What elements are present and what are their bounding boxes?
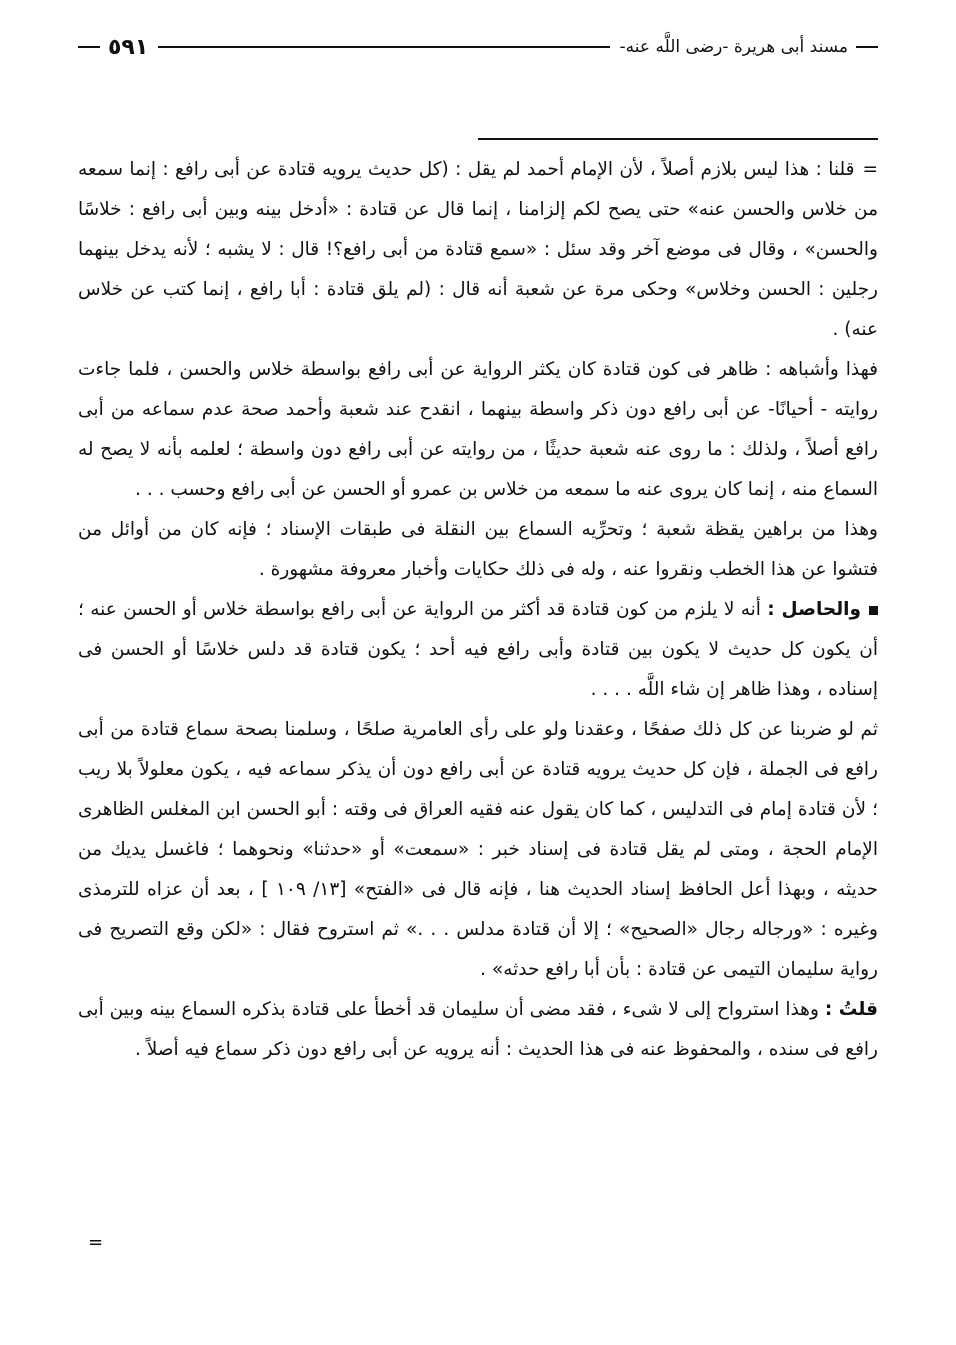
footnote-separator [478, 138, 878, 140]
continuation-mark-start: = [862, 159, 878, 180]
paragraph-6-lead: قلتُ : [824, 999, 878, 1020]
paragraph-4 [78, 590, 878, 710]
square-bullet-icon [869, 606, 878, 615]
page-header [78, 30, 878, 64]
paragraph-6 [78, 990, 878, 1070]
paragraph-6-text: وهذا استرواح إلى لا شىء ، فقد مضى أن سليمان قد أخطأ على قتادة بذكره السماع بينه وبين أبى رافع فى سنده ، والمحفوظ عنه فى هذا الحديث : أنه يرويه عن أبى رافع دون ذكر سماع فيه أصلاً . [78, 999, 878, 1060]
paragraph-5 [78, 710, 878, 990]
paragraph-4-lead: والحاصل : [767, 599, 862, 620]
paragraph-3 [78, 510, 878, 590]
paragraph-4-text: أنه لا يلزم من كون قتادة قد أكثر من الرواية عن أبى رافع بواسطة خلاس أو الحسن عنه ؛ أن يكون كل حديث لا يكون بين قتادة وأبى رافع فيه أحد ؛ يكون قتادة قد دلس خلاسًا أو الحسن فى إسناده ، وهذا ظاهر إن شاء اللَّه . . . . [78, 599, 878, 700]
header-rule-lead [856, 46, 878, 48]
paragraph-2 [78, 350, 878, 510]
header-rule-tail [78, 46, 100, 48]
header-rule [158, 46, 609, 48]
paragraph-2-text: فهذا وأشباهه : ظاهر فى كون قتادة كان يكثر الرواية عن أبى رافع بواسطة خلاس والحسن ، فلما جاءت روايته - أحيانًا- عن أبى رافع دون ذكر واسطة بينهما ، انقدح عند شعبة وأحمد صحة عدم سماعه من أبى رافع أصلاً ، ولذلك : ما روى عنه شعبة حديثًا ، من روايته عن أبى رافع دون واسطة ؛ لعلمه بأنه لا يصح له السماع منه ، إنما كان يروى عنه ما سمعه من خلاس بن عمرو أو الحسن عن أبى رافع وحسب . . . [78, 359, 878, 500]
continuation-mark-end: = [88, 1232, 104, 1253]
paragraph-5-text: ثم لو ضربنا عن كل ذلك صفحًا ، وعقدنا ولو على رأى العامرية صلحًا ، وسلمنا بصحة سماع قتادة من أبى رافع فى الجملة ، فإن كل حديث يرويه قتادة عن أبى رافع دون أن يذكر سماعه فيه ، يكون معلولاً بلا ريب ؛ لأن قتادة إمام فى التدليس ، كما كان يقول عنه فقيه العراق فى وقته : أبو الحسن ابن المغلس الظاهرى الإمام الحجة ، ومتى لم يقل قتادة فى إسناد خبر : «سمعت» أو «حدثنا» ونحوهما ؛ فاغسل يديك من حديثه ، وبهذا أعل الحافظ إسناد الحديث هنا ، فإنه قال فى «الفتح» [١٣/ ١٠٩ ] ، بعد أن عزاه للترمذى وغيره : «ورجاله رجال «الصحيح» ؛ إلا أن قتادة مدلس . . .» ثم استروح فقال : «لكن وقع التصريح فى رواية سليمان التيمى عن قتادة : بأن أبا رافع حدثه» . [78, 719, 878, 980]
page-number: ٥٩١ [108, 34, 149, 60]
paragraph-1-text: قلنا : هذا ليس بلازم أصلاً ، لأن الإمام أحمد لم يقل : (كل حديث يرويه قتادة عن أبى رافع : إنما سمعه من خلاس والحسن عنه» حتى يصح لكم إلزامنا ، إنما قال عن قتادة : «أدخل بينه وبين أبى رافع : خلاسًا والحسن» ، وقال فى موضع آخر وقد سئل : «سمع قتادة من أبى رافع؟! قال : لا يشبه ؛ لأنه يدخل بينهما رجلين : الحسن وخلاس» وحكى مرة عن شعبة أنه قال : (لم يلق قتادة : أبا رافع ، إنما كتب عن خلاس عنه) . [78, 159, 878, 340]
running-title: مسند أبى هريرة -رضى اللَّه عنه- [619, 37, 848, 57]
footnote-body [78, 150, 878, 1070]
paragraph-1 [78, 150, 878, 350]
paragraph-3-text: وهذا من براهين يقظة شعبة ؛ وتحرِّيه السماع بين النقلة فى طبقات الإسناد ؛ فإنه كان من أوائل من فتشوا عن هذا الخطب ونقروا عنه ، وله فى ذلك حكايات وأخبار معروفة مشهورة . [78, 519, 878, 580]
